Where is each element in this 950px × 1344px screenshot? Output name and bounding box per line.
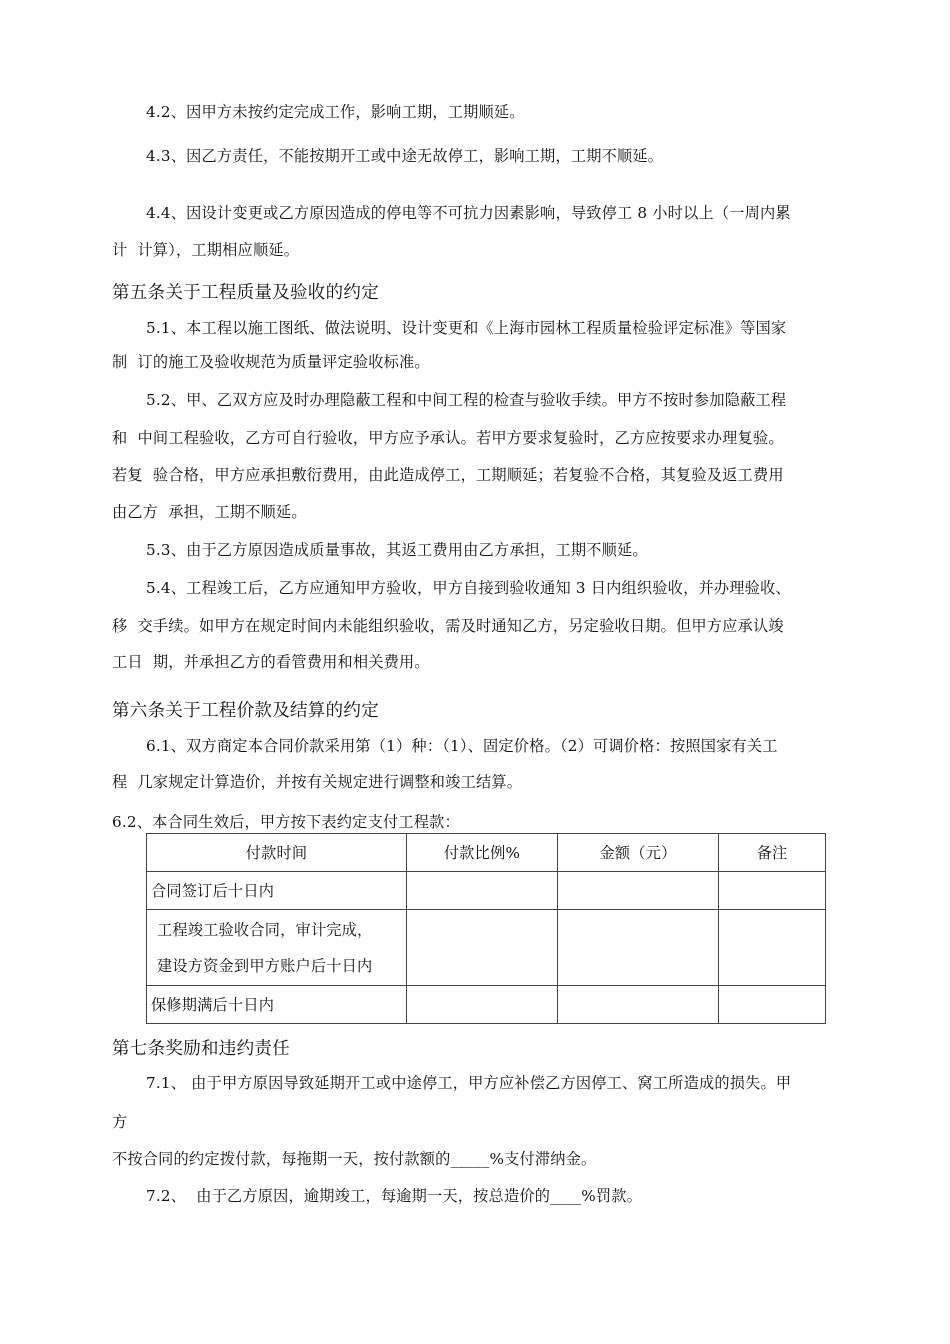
remarks-cell bbox=[719, 872, 826, 910]
payment-schedule-table bbox=[146, 833, 826, 1024]
clause-5-2-line4: 由乙方 承担，工期不顺延。 bbox=[112, 503, 307, 521]
payment-time-cell: 工程竣工验收合同，审计完成， 建设方资金到甲方账户后十日内 bbox=[147, 910, 407, 986]
amount-cell bbox=[558, 986, 719, 1024]
ratio-cell bbox=[407, 872, 558, 910]
clause-4-4-line2: 计 计算），工期相应顺延。 bbox=[112, 241, 300, 259]
clause-5-4-line2: 移 交手续。如甲方在规定时间内未能组织验收，需及时通知乙方，另定验收日期。但甲方应承认竣 bbox=[112, 617, 784, 635]
clause-4-2: 4.2、因甲方未按约定完成工作，影响工期，工期顺延。 bbox=[146, 103, 525, 121]
payment-time-cell: 合同签订后十日内 bbox=[147, 872, 407, 910]
header-amount: 金额（元） bbox=[558, 834, 719, 872]
clause-4-3: 4.3、因乙方责任，不能按期开工或中途无故停工，影响工期，工期不顺延。 bbox=[146, 147, 664, 165]
amount-cell bbox=[558, 872, 719, 910]
table-row bbox=[147, 910, 826, 986]
clause-5-1-line1: 5.1、本工程以施工图纸、做法说明、设计变更和《上海市园林工程质量检验评定标准》等国家 bbox=[146, 319, 787, 337]
clause-5-4-line3: 工日 期，并承担乙方的看管费用和相关费用。 bbox=[112, 653, 430, 671]
clause-7-1-line2: 方 bbox=[112, 1113, 128, 1131]
ratio-cell bbox=[407, 986, 558, 1024]
clause-5-1-line2: 制 订的施工及验收规范为质量评定验收标准。 bbox=[112, 353, 430, 371]
article-5-heading: 第五条关于工程质量及验收的约定 bbox=[112, 283, 379, 303]
clause-4-4-line1: 4.4、因设计变更或乙方原因造成的停电等不可抗力因素影响，导致停工 8 小时以上（一周内累 bbox=[146, 204, 791, 222]
clause-6-2: 6.2、本合同生效后，甲方按下表约定支付工程款： bbox=[112, 813, 460, 831]
article-7-heading: 第七条奖励和违约责任 bbox=[112, 1039, 290, 1059]
clause-5-2-line1: 5.2、甲、乙双方应及时办理隐蔽工程和中间工程的检查与验收手续。甲方不按时参加隐蔽工程 bbox=[146, 391, 787, 409]
amount-cell bbox=[558, 910, 719, 986]
article-6-heading: 第六条关于工程价款及结算的约定 bbox=[112, 701, 379, 721]
clause-7-2: 7.2、 由于乙方原因，逾期竣工，每逾期一天，按总造价的____%罚款。 bbox=[146, 1187, 643, 1205]
clause-5-3: 5.3、由于乙方原因造成质量事故，其返工费用由乙方承担，工期不顺延。 bbox=[146, 541, 648, 559]
payment-time-cell: 保修期满后十日内 bbox=[147, 986, 407, 1024]
clause-6-1-line2: 程 几家规定计算造价，并按有关规定进行调整和竣工结算。 bbox=[112, 773, 523, 791]
table-row bbox=[147, 872, 826, 910]
clause-5-4-line1: 5.4、工程竣工后，乙方应通知甲方验收，甲方自接到验收通知 3 日内组织验收，并办理验收、 bbox=[146, 579, 791, 597]
clause-7-1-line3: 不按合同的约定拨付款，每拖期一天，按付款额的_____%支付滞纳金。 bbox=[112, 1150, 597, 1168]
clause-5-2-line3: 若复 验合格，甲方应承担敷衍费用，由此造成停工，工期顺延；若复验不合格，其复验及返工费用 bbox=[112, 466, 784, 484]
header-payment-ratio: 付款比例% bbox=[407, 834, 558, 872]
clause-6-1-line1: 6.1、双方商定本合同价款采用第（1）种：（1）、固定价格。（2）可调价格：按照国家有关工 bbox=[146, 737, 778, 755]
header-remarks: 备注 bbox=[719, 834, 826, 872]
header-payment-time: 付款时间 bbox=[147, 834, 407, 872]
ratio-cell bbox=[407, 910, 558, 986]
clause-5-2-line2: 和 中间工程验收，乙方可自行验收，甲方应予承认。若甲方要求复验时，乙方应按要求办理复验。 bbox=[112, 429, 784, 447]
table-header-row bbox=[147, 834, 826, 872]
clause-7-1-line1: 7.1、 由于甲方原因导致延期开工或中途停工，甲方应补偿乙方因停工、窝工所造成的损失。甲 bbox=[146, 1074, 792, 1092]
remarks-cell bbox=[719, 910, 826, 986]
table-row bbox=[147, 986, 826, 1024]
remarks-cell bbox=[719, 986, 826, 1024]
